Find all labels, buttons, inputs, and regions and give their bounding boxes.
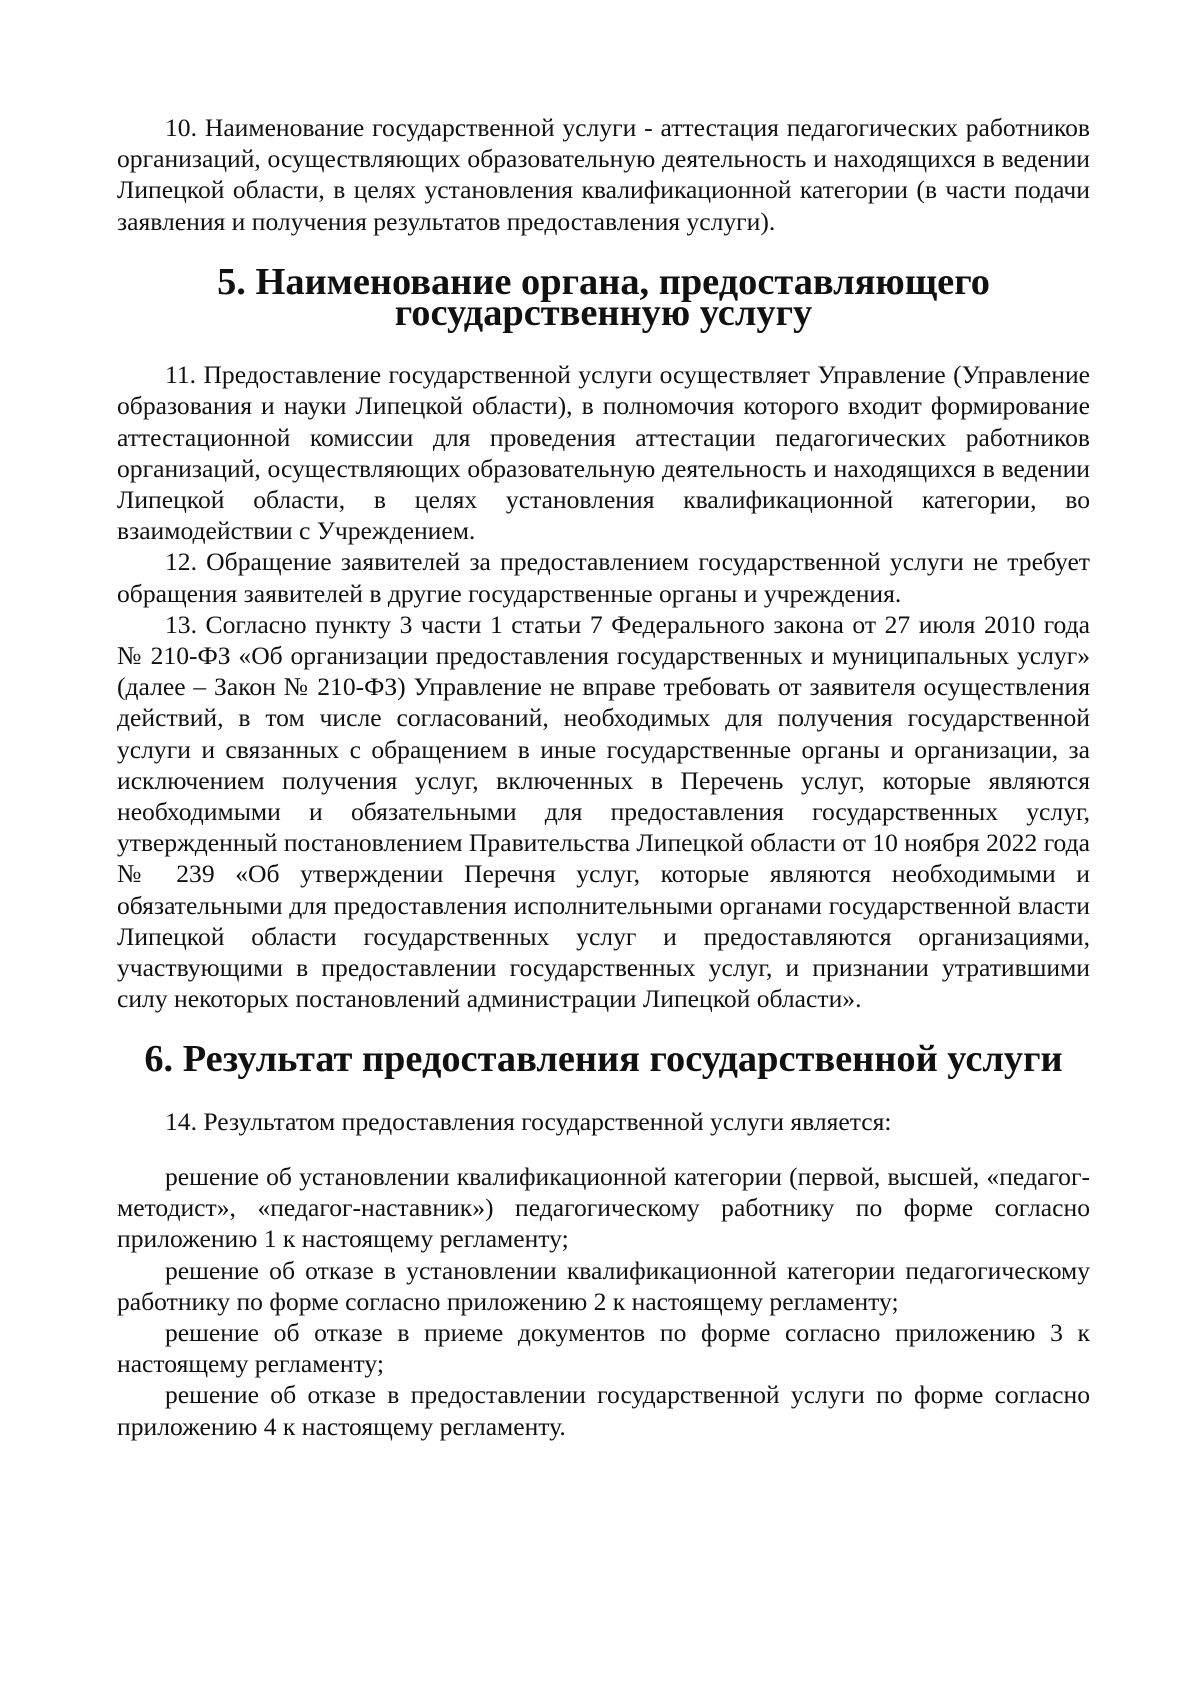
section-6-heading: 6. Результат предоставления государственной услуги [144, 1038, 1063, 1081]
paragraph-13: 13. Согласно пункту 3 части 1 статьи 7 Федерального закона от 27 июля 2010 года № 210-ФЗ «Об организации предоставления государственных и муниципальных услуг» (далее – Закон № 210-ФЗ) Управление не вправе требовать от заявителя осуществления действий, в том числе согласований, необходимых для получения государственной услуги и связанных с обращением в иные государственные органы и организации, за исключением получения услуг, включенных в Перечень услуг, которые являются необходимыми и обязательными для предоставления государственных услуг, утвержденный постановлением Правительства Липецкой области от 10 ноября 2022 года № 239 «Об утверждении Перечня услуг, которые являются необходимыми и обязательными для предоставления исполнительными органами государственной власти Липецкой области государственных услуг и предоставляются организациями, участвующими в предоставлении государственных услуг, и признании утратившими силу некоторых постановлений администрации Липецкой области». [117, 609, 1090, 1014]
paragraph-12: 12. Обращение заявителей за предоставлением государственной услуги не требует обращения заявителей в другие государственные органы и учреждения. [117, 547, 1090, 608]
section-5-heading: 5. Наименование органа, предоставляющего государственную услугу [217, 260, 990, 335]
result-item-1: решение об установлении квалификационной категории (первой, высшей, «педагог-методист», «педагог-наставник») педагогическому работнику по форме согласно приложению 1 к настоящему регламенту; [117, 1161, 1090, 1254]
paragraph-11: 11. Предоставление государственной услуги осуществляет Управление (Управление образования и науки Липецкой области), в полномочия которого входит формирование аттестационной комиссии для проведения аттестации педагогических работников организаций, осуществляющих образовательную деятельность и находящихся в ведении Липецкой области, в целях установления квалификационной категории, во взаимодействии с Учреждением. [117, 360, 1090, 546]
result-item-3: решение об отказе в приеме документов по форме согласно приложению 3 к настоящему регламенту; [117, 1317, 1090, 1379]
result-item-2: решение об отказе в установлении квалификационной категории педагогическому работнику по форме согласно приложению 2 к настоящему регламенту; [117, 1255, 1090, 1316]
result-item-4: решение об отказе в предоставлении государственной услуги по форме согласно приложению 4 к настоящему регламенту. [117, 1380, 1090, 1441]
paragraph-10: 10. Наименование государственной услуги - аттестация педагогических работников организаций, осуществляющих образовательную деятельность и находящихся в ведении Липецкой области, в целях установления квалификационной категории (в части подачи заявления и получения результатов предоставления услуги). [117, 113, 1090, 236]
paragraph-14: 14. Результатом предоставления государственной услуги является: [165, 1106, 892, 1136]
